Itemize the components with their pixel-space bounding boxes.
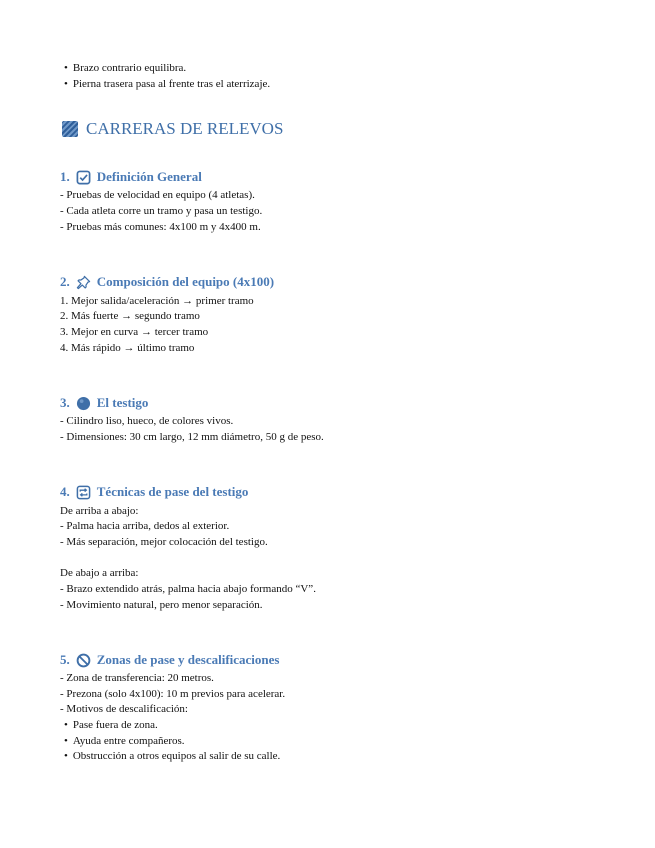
list-item: • Pierna trasera pasa al frente tras el aterrizaje. [64,77,270,91]
text-line: De arriba a abajo: [60,505,139,517]
text-line: - Cilindro liso, hueco, de colores vivos. [60,415,234,427]
subsection-heading-3 [60,395,148,411]
text-line: - Prezona (solo 4x100): 10 m previos para acelerar. [60,688,286,700]
subsection-heading-1 [60,169,202,185]
list-item: • Obstrucción a otros equipos al salir de su calle. [64,749,280,763]
striped-square-icon [62,121,78,137]
subsection-title: Composición del equipo (4x100) [96,274,275,289]
check-box-icon [76,170,91,185]
text-line: - Pruebas de velocidad en equipo (4 atletas). [60,189,255,201]
pin-icon [76,275,91,290]
subsection-number: 2. [60,274,70,289]
text-line: 2. Más fuerte → segundo tramo [60,310,200,322]
text-line: 3. Mejor en curva → tercer tramo [60,326,209,338]
text-line: De abajo a arriba: [60,567,139,579]
subsection-title: Definición General [96,169,202,184]
subsection-number: 5. [60,652,70,667]
text-line: 4. Más rápido → último tramo [60,342,195,354]
text-line: - Cada atleta corre un tramo y pasa un testigo. [60,205,263,217]
subsection-title: Zonas de pase y descalificaciones [96,652,280,667]
text-line: - Movimiento natural, pero menor separación. [60,599,263,611]
list-item: • Brazo contrario equilibra. [64,61,186,75]
text-line: - Palma hacia arriba, dedos al exterior. [60,520,230,532]
subsection-heading-5 [60,652,279,668]
blue-circle-icon [76,396,91,411]
section-title-text: CARRERAS DE RELEVOS [86,119,284,138]
list-item: • Pase fuera de zona. [64,718,158,732]
prohibited-icon [76,653,91,668]
text-line: - Zona de transferencia: 20 metros. [60,672,214,684]
subsection-number: 1. [60,169,70,184]
subsection-number: 4. [60,484,70,499]
text-line: - Más separación, mejor colocación del testigo. [60,536,268,548]
subsection-title: El testigo [96,395,149,410]
section-heading [62,119,283,139]
subsection-number: 3. [60,395,70,410]
subsection-title: Técnicas de pase del testigo [96,484,249,499]
subsection-heading-2 [60,274,274,290]
text-line: - Dimensiones: 30 cm largo, 12 mm diámetro, 50 g de peso. [60,431,324,443]
text-line: - Brazo extendido atrás, palma hacia abajo formando “V”. [60,583,316,595]
list-item: • Ayuda entre compañeros. [64,734,185,748]
repeat-icon [76,485,91,500]
subsection-heading-4 [60,484,248,500]
text-line: - Pruebas más comunes: 4x100 m y 4x400 m. [60,221,261,233]
text-line: - Motivos de descalificación: [60,703,188,715]
text-line: 1. Mejor salida/aceleración → primer tramo [60,295,254,307]
